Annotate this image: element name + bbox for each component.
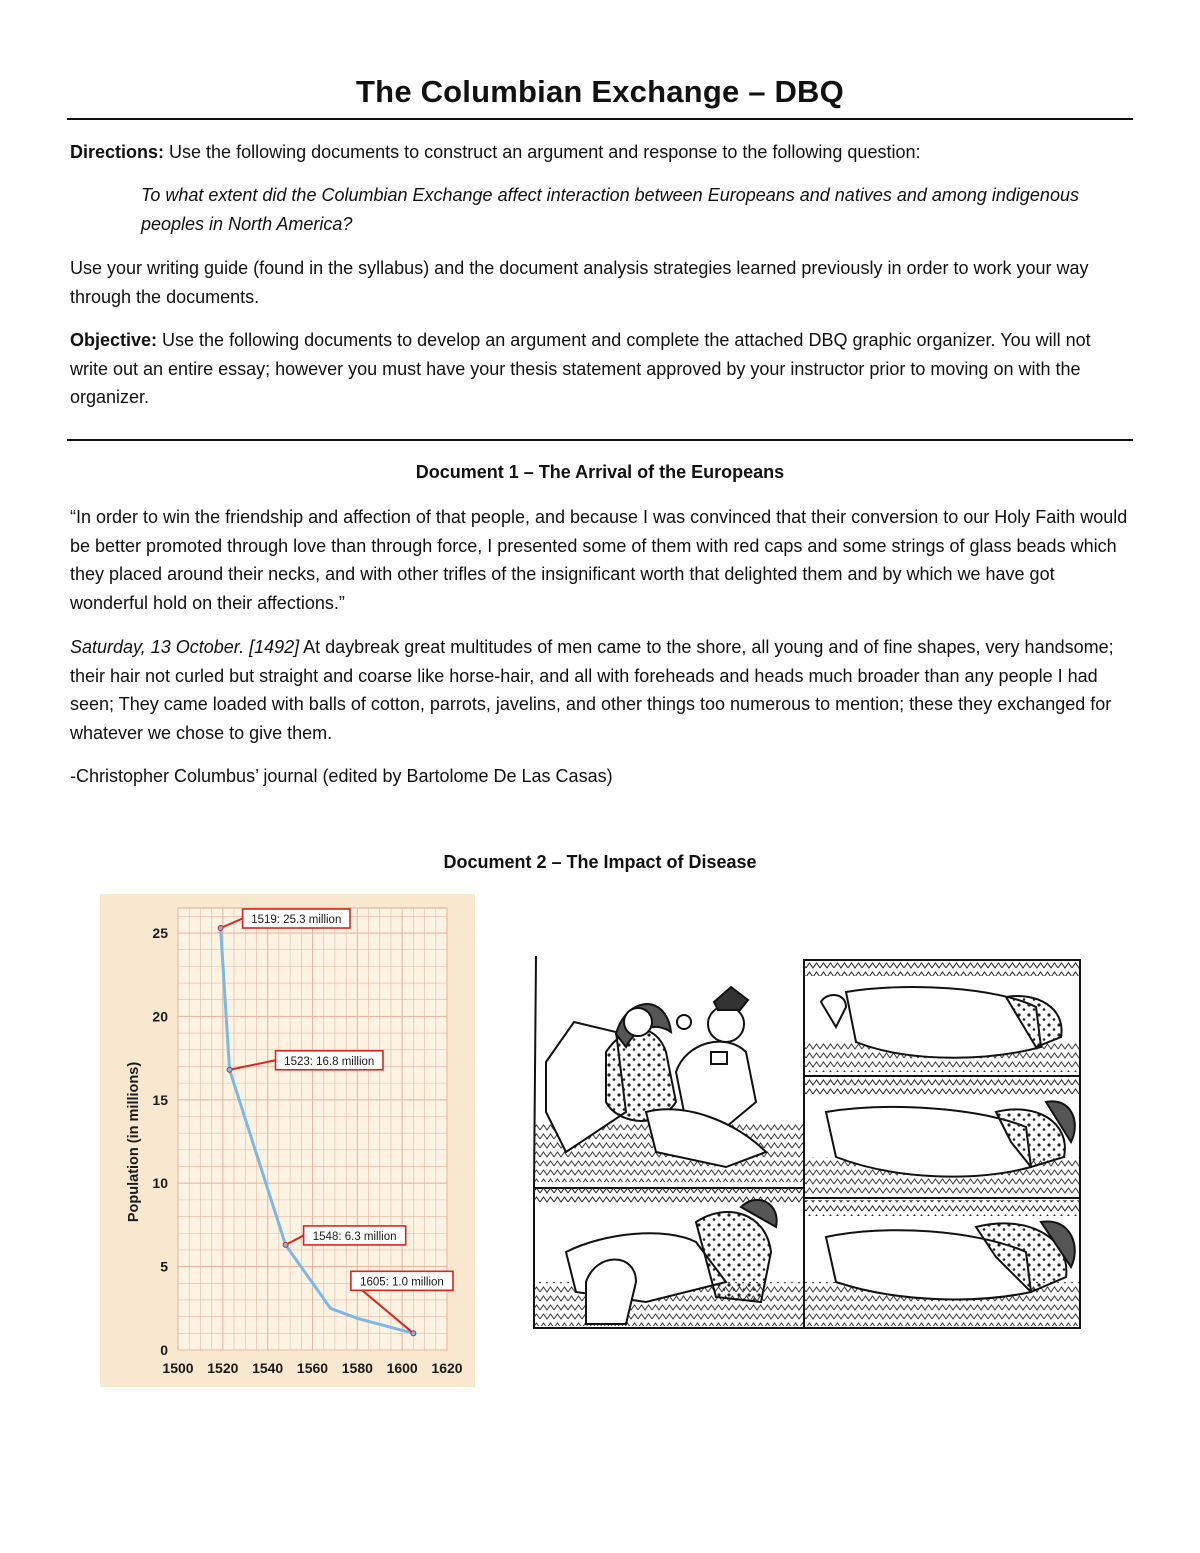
codex-drawing (526, 952, 1086, 1332)
x-tick-label: 1500 (162, 1360, 194, 1376)
data-point (411, 1331, 416, 1336)
data-point (218, 926, 223, 931)
journal-date: Saturday, 13 October. [1492] (70, 637, 300, 657)
document2-heading: Document 2 – The Impact of Disease (443, 852, 757, 872)
writing-guide-paragraph: Use your writing guide (found in the syllabus) and the document analysis strategies learned previously in order to work your way through the documents. (70, 258, 1089, 307)
essay-question: To what extent did the Columbian Exchange affect interaction between Europeans and natives and among indigenous peoples in North America? (141, 185, 1079, 234)
smallpox-codex-illustration (526, 952, 1086, 1332)
objective-label: Objective: (70, 330, 158, 350)
x-tick-label: 1580 (341, 1360, 373, 1376)
columbus-quote: “In order to win the friendship and affection of that people, and because I was convinced that their conversion to our Holy Faith would be better promoted through love than through force, I presented some of them with red caps and some strings of glass beads which they placed around their necks, and with other trifles of the insignificant worth that delighted them and by which we have got wonderful hold on their affections.” (70, 507, 1128, 613)
y-tick-label: 5 (160, 1258, 168, 1275)
annotation-label: 1548: 6.3 million (312, 1230, 397, 1243)
title-divider (67, 118, 1133, 120)
section-divider (67, 439, 1133, 441)
objective-text: Use the following documents to develop an argument and complete the attached DBQ graphic organizer. You will not write out an entire essay; however you must have your thesis statement approved by your instructor prior to moving on with the organizer. (70, 330, 1091, 407)
journal-entry-text: At daybreak great multitudes of men came to the shore, all young and of fine shapes, very handsome; their hair not curled but straight and coarse like horse-hair, and all with foreheads and heads much broader than any people I had seen; They came loaded with balls of cotton, parrots, javelins, and other things too numerous to mention; these they exchanged for whatever we chose to give them. (70, 637, 1114, 743)
y-axis-label: Population (in millions) (126, 1061, 142, 1223)
y-tick-label: 10 (152, 1175, 168, 1192)
document1-heading: Document 1 – The Arrival of the Europeans (415, 462, 785, 482)
y-tick-label: 20 (152, 1008, 168, 1025)
x-tick-label: 1520 (207, 1360, 239, 1376)
objective-paragraph (70, 326, 1132, 412)
x-tick-label: 1620 (431, 1360, 463, 1376)
directions-label: Directions: (70, 142, 165, 162)
directions-paragraph (70, 138, 1132, 167)
x-tick-label: 1540 (252, 1360, 284, 1376)
x-tick-label: 1560 (296, 1360, 329, 1376)
directions-text: Use the following documents to construct an argument and response to the following question: (164, 142, 921, 162)
document1-attribution: -Christopher Columbus’ journal (edited by Bartolome De Las Casas) (70, 766, 613, 786)
annotation-label: 1605: 1.0 million (360, 1276, 444, 1289)
y-tick-label: 0 (160, 1342, 168, 1358)
population-chart (100, 894, 475, 1387)
journal-entry (70, 633, 1132, 747)
data-point (283, 1242, 288, 1247)
annotation-label: 1519: 25.3 million (251, 914, 342, 927)
annotation-label: 1523: 16.8 million (284, 1055, 375, 1068)
population-chart-svg (100, 894, 475, 1387)
x-tick-label: 1600 (386, 1360, 418, 1376)
y-tick-label: 25 (152, 925, 168, 942)
y-tick-label: 15 (152, 1091, 168, 1108)
data-point (227, 1067, 232, 1072)
page-title: The Columbian Exchange – DBQ (356, 74, 844, 109)
